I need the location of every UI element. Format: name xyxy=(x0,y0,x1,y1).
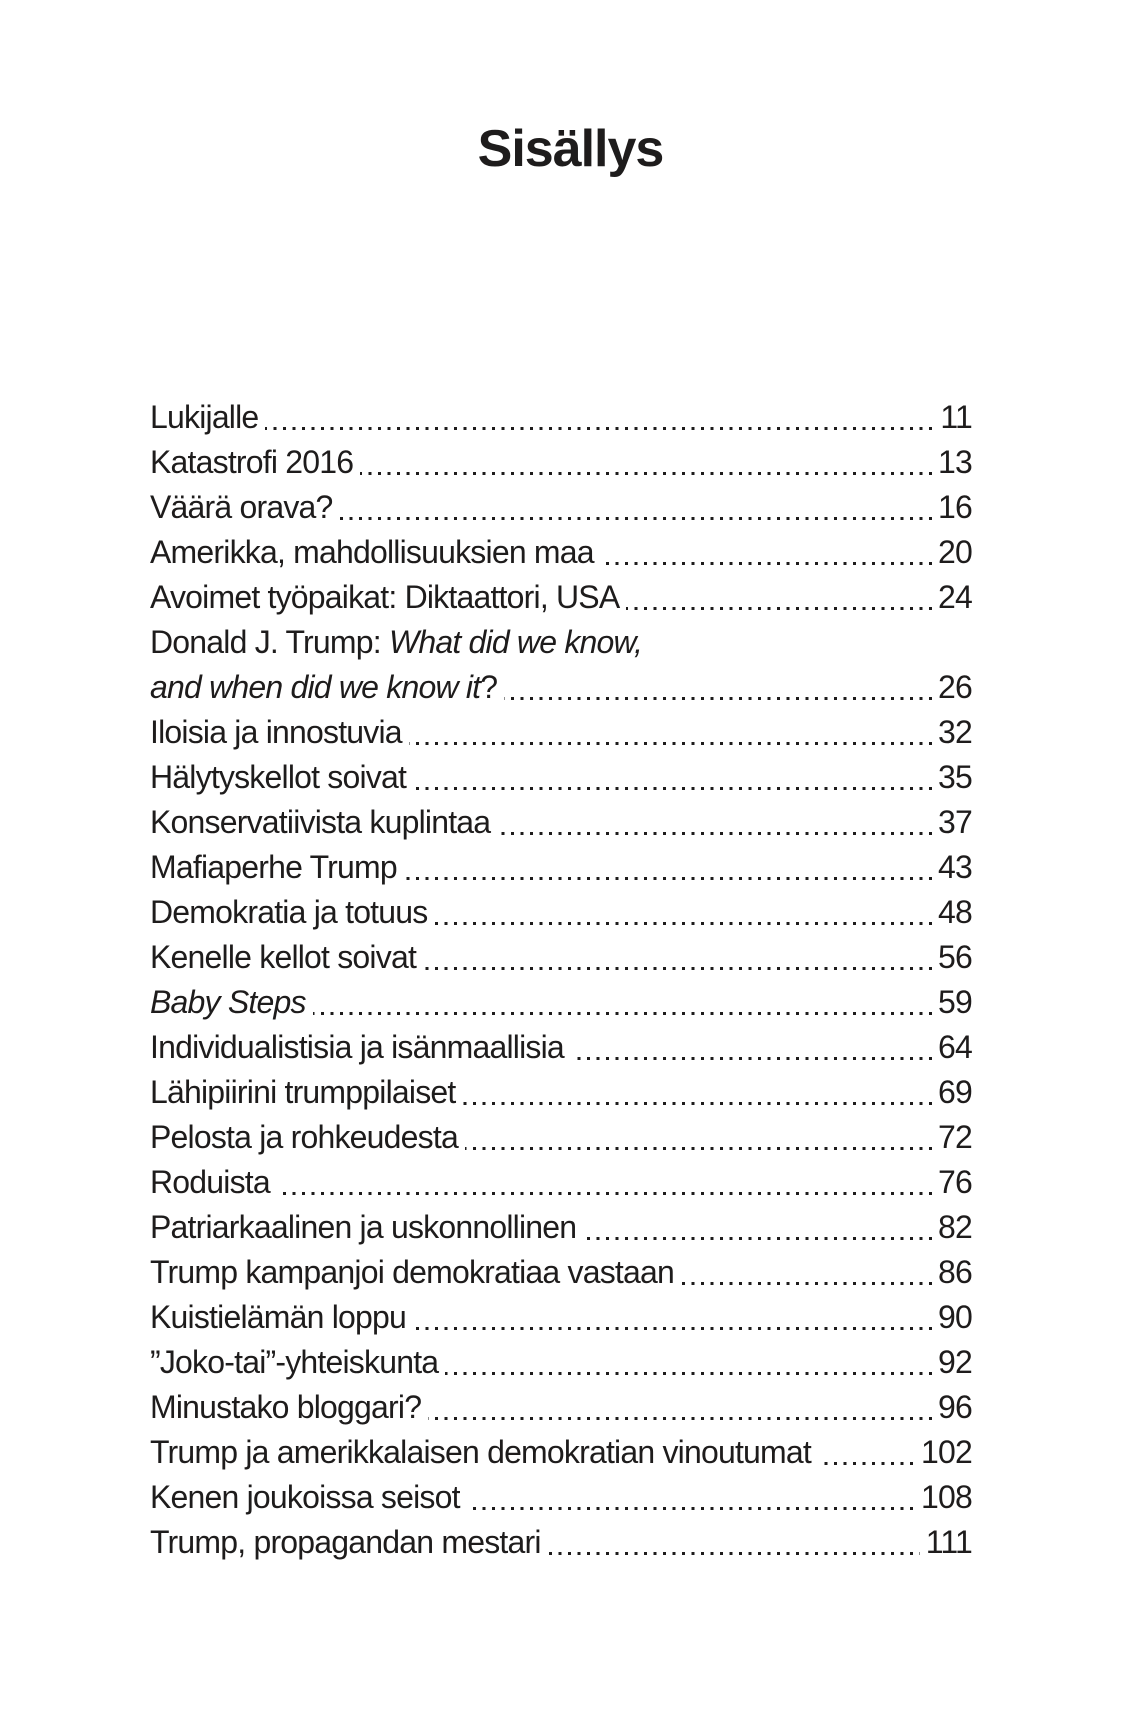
toc-entry-title: Kuistielämän loppu xyxy=(150,1295,413,1340)
toc-entry-title: Trump kampanjoi demokratiaa vastaan xyxy=(150,1250,681,1295)
toc-entry xyxy=(150,395,972,440)
toc-entry xyxy=(150,1475,972,1520)
toc-entry-title: Iloisia ja innostuvia xyxy=(150,710,409,755)
toc-entry-title: Kenen joukoissa seisot xyxy=(150,1475,467,1520)
toc-entry xyxy=(150,800,972,845)
toc-entry-page: 24 xyxy=(932,575,972,620)
toc-entry-page: 56 xyxy=(932,935,972,980)
toc-entry xyxy=(150,1295,972,1340)
toc-entry-page: 13 xyxy=(932,440,972,485)
toc-entry-title: Mafiaperhe Trump xyxy=(150,845,404,890)
toc-entry xyxy=(150,1520,972,1565)
toc-entry-title: Donald J. Trump: What did we know, xyxy=(150,620,649,665)
toc-entry-title: Lukijalle xyxy=(150,395,265,440)
toc-entry-page: 59 xyxy=(932,980,972,1025)
toc-entry xyxy=(150,980,972,1025)
toc-entry-page: 37 xyxy=(932,800,972,845)
toc-entry-page: 72 xyxy=(932,1115,972,1160)
toc-entry-wrapped-line-2 xyxy=(150,665,972,710)
toc-entry-page: 20 xyxy=(932,530,972,575)
toc-entry-title: Väärä orava? xyxy=(150,485,340,530)
toc-entry-title: and when did we know it? xyxy=(150,665,504,710)
toc-entry xyxy=(150,1070,972,1115)
toc-entry-page: 86 xyxy=(932,1250,972,1295)
toc-entry xyxy=(150,1250,972,1295)
toc-entry-page: 96 xyxy=(932,1385,972,1430)
toc-entry-page: 111 xyxy=(920,1520,972,1565)
toc-entry-title: ”Joko-tai”-yhteiskunta xyxy=(150,1340,445,1385)
toc-entry-title: Patriarkaalinen ja uskonnollinen xyxy=(150,1205,583,1250)
toc-entry xyxy=(150,485,972,530)
toc-entry-title: Kenelle kellot soivat xyxy=(150,935,423,980)
toc-entry-page: 43 xyxy=(932,845,972,890)
toc-entry-page: 11 xyxy=(934,395,972,440)
table-of-contents xyxy=(150,395,972,1565)
toc-entry-title: Individualistisia ja isänmaallisia xyxy=(150,1025,571,1070)
toc-entry xyxy=(150,575,972,620)
toc-entry-title: Roduista xyxy=(150,1160,277,1205)
toc-entry-title: Pelosta ja rohkeudesta xyxy=(150,1115,465,1160)
toc-entry-page: 16 xyxy=(932,485,972,530)
toc-entry xyxy=(150,1205,972,1250)
toc-entry-page: 76 xyxy=(932,1160,972,1205)
toc-entry-title: Konservatiivista kuplintaa xyxy=(150,800,497,845)
toc-entry xyxy=(150,845,972,890)
toc-entry xyxy=(150,890,972,935)
toc-entry-page: 82 xyxy=(932,1205,972,1250)
toc-entry-title: Trump ja amerikkalaisen demokratian vinoutumat xyxy=(150,1430,818,1475)
toc-entry-page: 32 xyxy=(932,710,972,755)
toc-entry-title: Katastrofi 2016 xyxy=(150,440,360,485)
toc-entry-page: 64 xyxy=(932,1025,972,1070)
toc-entry-page: 108 xyxy=(915,1475,972,1520)
toc-entry-page: 69 xyxy=(932,1070,972,1115)
toc-entry-wrapped-line-1 xyxy=(150,620,972,665)
toc-entry-title: Amerikka, mahdollisuuksien maa xyxy=(150,530,601,575)
toc-entry xyxy=(150,1160,972,1205)
page-title: Sisällys xyxy=(477,120,664,178)
toc-entry xyxy=(150,1115,972,1160)
toc-entry-page: 90 xyxy=(932,1295,972,1340)
toc-entry xyxy=(150,1430,972,1475)
toc-entry-title: Lähipiirini trumppilaiset xyxy=(150,1070,463,1115)
toc-entry-page: 26 xyxy=(932,665,972,710)
toc-entry xyxy=(150,755,972,800)
toc-entry-title: Trump, propagandan mestari xyxy=(150,1520,548,1565)
toc-entry xyxy=(150,1385,972,1430)
toc-entry-title: Baby Steps xyxy=(150,980,313,1025)
toc-entry-title: Demokratia ja totuus xyxy=(150,890,434,935)
toc-entry xyxy=(150,935,972,980)
toc-entry xyxy=(150,1340,972,1385)
toc-entry-page: 48 xyxy=(932,890,972,935)
toc-entry xyxy=(150,530,972,575)
toc-entry-page: 102 xyxy=(915,1430,972,1475)
toc-entry-page: 35 xyxy=(932,755,972,800)
toc-entry xyxy=(150,1025,972,1070)
toc-entry-page: 92 xyxy=(932,1340,972,1385)
toc-entry-title: Avoimet työpaikat: Diktaattori, USA xyxy=(150,575,626,620)
toc-entry xyxy=(150,710,972,755)
toc-entry-title: Minustako bloggari? xyxy=(150,1385,428,1430)
toc-entry xyxy=(150,440,972,485)
toc-entry-title: Hälytyskellot soivat xyxy=(150,755,413,800)
